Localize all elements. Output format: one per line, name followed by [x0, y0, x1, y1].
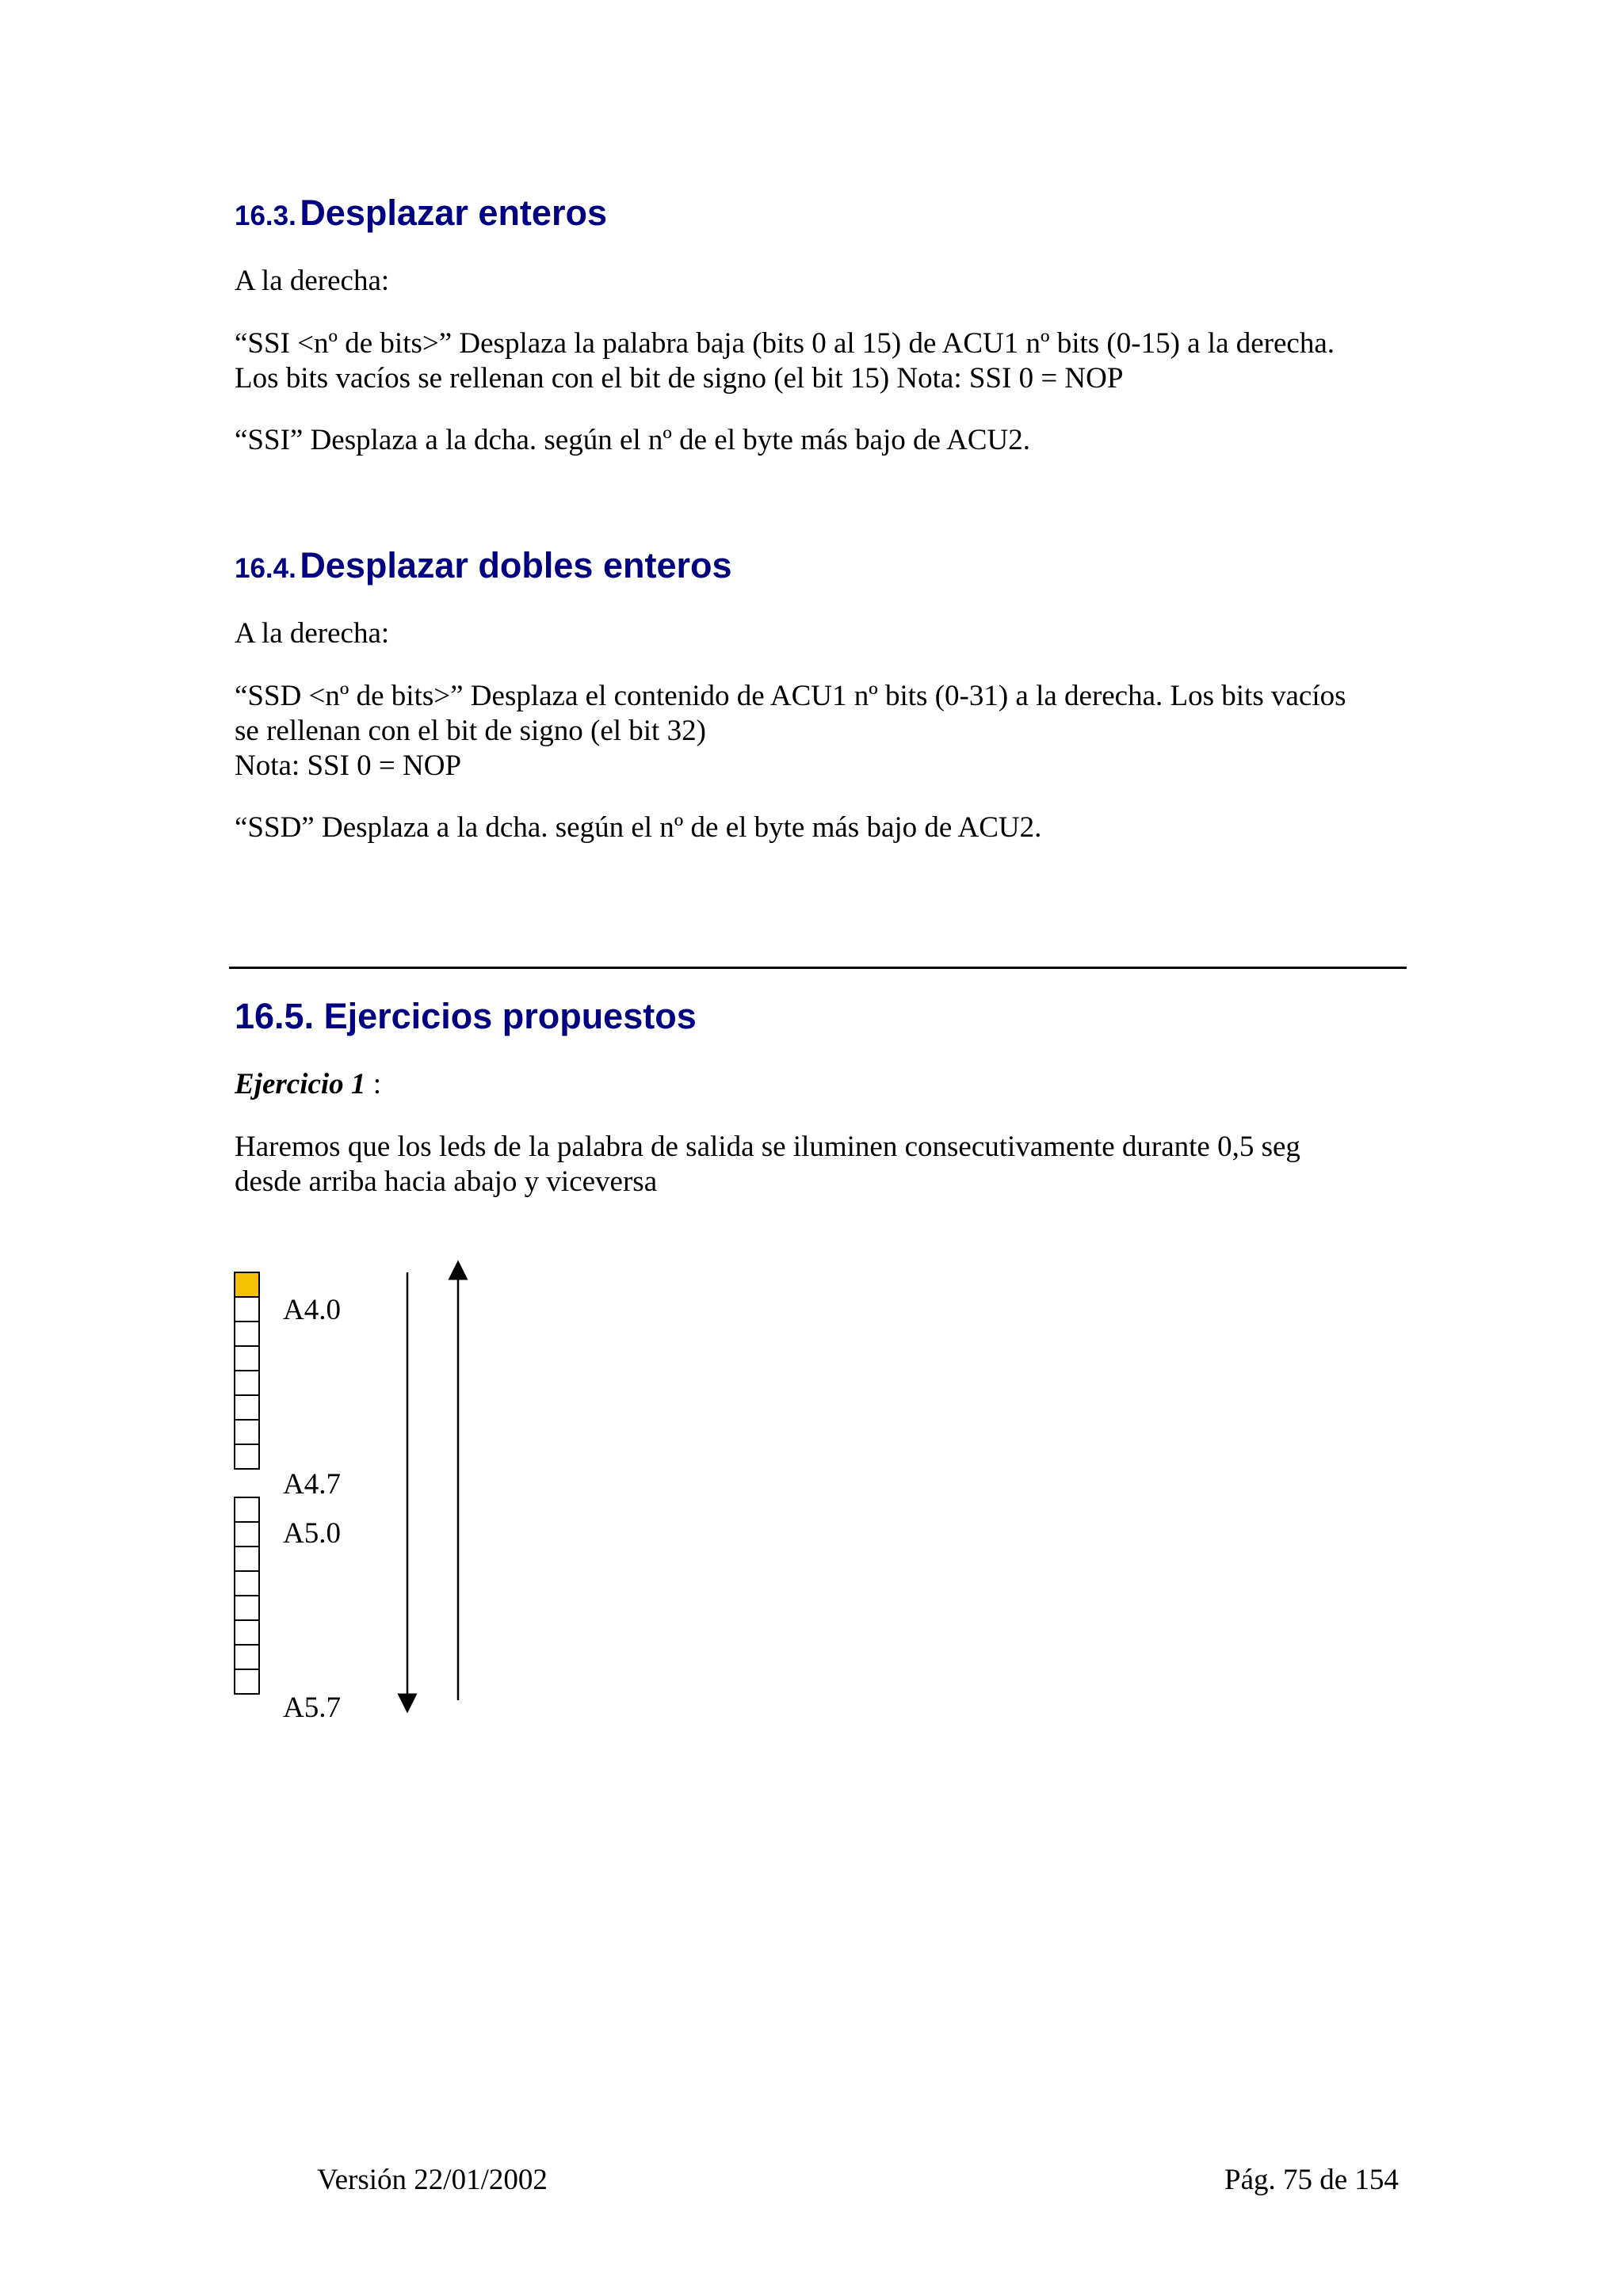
- led-lit: [235, 1272, 259, 1297]
- led-label: A4.7: [283, 1468, 341, 1501]
- led-label: A5.0: [283, 1517, 341, 1550]
- led-off: [235, 1371, 259, 1395]
- led-off: [235, 1444, 259, 1469]
- led-label: A5.7: [283, 1691, 341, 1724]
- paragraph: “SSD <nº de bits>” Desplaza el contenido de ACU1 nº bits (0-31) a la derecha. Los bits vacíos se rellenan con el bit de signo (el bit 32) Nota: SSI 0 = NOP: [235, 680, 1346, 782]
- led-label: A4.0: [283, 1294, 341, 1326]
- footer-version: Versión 22/01/2002: [317, 2164, 548, 2196]
- section-heading-16-3: [235, 193, 607, 234]
- section-number: 16.4.: [235, 553, 296, 584]
- exercise-description: Haremos que los leds de la palabra de salida se iluminen consecutivamente durante 0,5 seg desde arriba hacia abajo y viceversa: [235, 1131, 1300, 1198]
- exercise-title: Ejercicio 1 :: [235, 1068, 381, 1100]
- led-off: [235, 1322, 259, 1346]
- paragraph: A la derecha:: [235, 617, 390, 650]
- paragraph: “SSD” Desplaza a la dcha. según el nº de el byte más bajo de ACU2.: [235, 811, 1042, 844]
- led-off: [235, 1669, 259, 1694]
- led-off: [235, 1571, 259, 1596]
- section-heading-16-5: 16.5. Ejercicios propuestos: [235, 996, 697, 1036]
- led-off: [235, 1497, 259, 1522]
- footer-page-number: Pág. 75 de 154: [1224, 2164, 1399, 2196]
- section-number: 16.3.: [235, 200, 296, 231]
- led-off: [235, 1620, 259, 1645]
- led-off: [235, 1645, 259, 1669]
- led-off: [235, 1547, 259, 1571]
- led-off: [235, 1596, 259, 1620]
- led-column-a5: [235, 1497, 259, 1694]
- led-off: [235, 1522, 259, 1547]
- led-off: [235, 1297, 259, 1322]
- led-off: [235, 1420, 259, 1444]
- led-column-a4: [235, 1272, 259, 1469]
- section-title: Desplazar enteros: [300, 193, 607, 233]
- paragraph: “SSI” Desplaza a la dcha. según el nº de el byte más bajo de ACU2.: [235, 424, 1031, 456]
- led-off: [235, 1395, 259, 1420]
- led-off: [235, 1346, 259, 1371]
- section-title: Desplazar dobles enteros: [300, 545, 732, 585]
- paragraph: “SSI <nº de bits>” Desplaza la palabra baja (bits 0 al 15) de ACU1 nº bits (0-15) a la derecha. Los bits vacíos se rellenan con el bit de signo (el bit 15) Nota: SSI 0 = NOP: [235, 327, 1335, 395]
- paragraph: A la derecha:: [235, 265, 390, 297]
- section-heading-16-4: [235, 545, 732, 586]
- horizontal-rule: [229, 967, 1407, 969]
